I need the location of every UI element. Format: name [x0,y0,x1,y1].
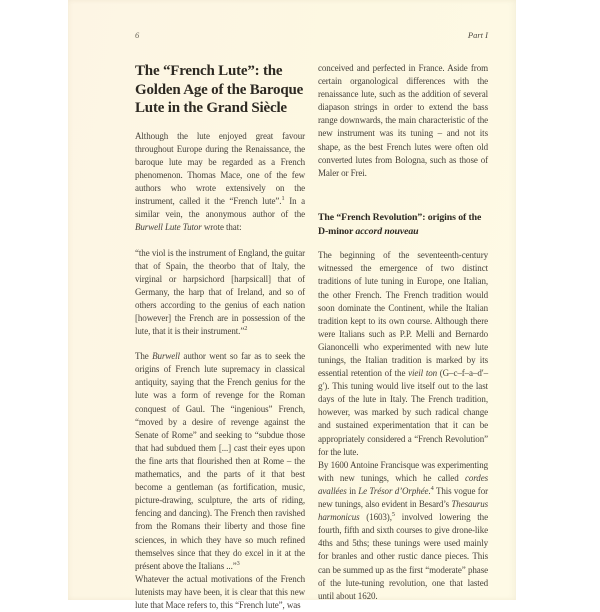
body-text: (G–c–f–a–d′–g′). This tuning would live itself out to the last days of the lute in Italy. The French tradition, however, was marked by such radical change and sustained experimentation that it can be appropriately considered a “French Revolution” for the lute. [318,368,488,457]
italic-text: cordes avallées [318,472,488,496]
body-text: This vogue for new tunings, also evident in Besard’s [318,485,489,510]
body-text: By 1600 Antoine Francisque was experimenting with new tunings, which he called [318,459,488,483]
body-text: In a similar vein, the anonymous author of the [135,196,305,220]
body-text: (1603), [359,512,392,523]
body-text: conceived and perfected in France. Aside from certain organological differences with the renaissance lute, such as the addition of several diapason strings in order to extend the bass range downwards, the main characteristic of the new instrument was its tuning – and not its shape, as the best French lutes were often old converted lutes from Bologna, such as those of Maler or Frei. [318,63,488,178]
body-text: author went so far as to seek the origins of French lute supremacy in classical antiquity, saying that the French genius for the lute was a form of revenge for the Roman conquest of Gaul. The “ingenious” French, “moved by a desire of revenge against the Senate of Rome” and seeking to “subdue those that had subdued them [...] cast their eyes upon the fine arts that flourished then at Rome – the mathematics, and the parts of it that best become a gentleman (as fortification, music, picture-drawing, sculpture, the arts of riding, fencing and dancing). The French then ravished from the Romans their liberty and those fine sciences, in which they have so much refined themselves since that they do excel in it at the présent above the Italians ...” [135,351,305,571]
article-title [135,62,305,118]
footnote-ref: 2 [244,325,248,333]
italic-text: Burwell [152,351,180,362]
italic-text: Burwell Lute Tutor [135,222,202,233]
paragraph [318,249,488,459]
title-line: Golden Age of the Baroque [135,81,304,98]
right-column [318,62,488,603]
italic-text: accord nouveau [355,226,419,238]
footnote-ref: 5 [391,511,395,519]
paragraph [135,130,305,235]
section-heading [318,211,488,239]
body-text: “the viol is the instrument of England, the guitar that of Spain, the theorbo that of Italy, the virginal or harpsichord [harpsicall] that of Germany, the harp that of Ireland, and so of others according to the genius of each nation [however] the French are in possession of the lute, that it is their instrument.” [135,247,305,337]
body-text: wrote that: [201,222,242,233]
italic-text: Thesaurus harmonicus [318,499,488,523]
body-text: The [135,351,153,362]
italic-text: Le Trésor d’Orphée [358,485,429,496]
paragraph [318,62,488,180]
title-line: The “French Lute”: the [135,63,283,79]
block-quote [135,247,305,339]
italic-text: vieil ton [408,368,438,379]
body-text: in [346,485,359,496]
footnote-ref: 4 [430,484,434,492]
paragraph [135,573,305,612]
book-page [68,0,516,610]
part-label: Part I [467,30,488,40]
body-text: involved lowering the fourth, fifth and sixth courses to give drone-like 4ths and 5ths; these tunings were used mainly for branles and other rustic dance pieces. This can be summed up as the first “moderate” phase of the lute-tuning revolution, one that lasted until about 1620. [318,512,488,601]
body-text: Although the lute enjoyed great favour throughout Europe during the Renaissance, the baroque lute may be regarded as a French phenomenon. Thomas Mace, one of the few authors who wrote extensively on the instrument, called it the “French lute”. [135,130,305,207]
page-number: 6 [135,30,140,40]
footnote-ref: 3 [236,559,240,567]
footnote-ref: 1 [281,195,285,203]
left-column [135,62,305,612]
body-text: The “French Revolution”: origins of the D-minor [318,211,482,238]
title-line: Lute in the Grand Siècle [135,100,287,117]
body-text: The beginning of the seventeenth-century witnessed the emergence of two distinct traditions of lute tuning in Europe, one Italian, the other French. The French tradition would soon dominate the Continent, while the Italian tradition kept to its own course. Although there were Italians such as P.P. Melli and Bernardo Gianoncelli who experimented with new lute tunings, the Italian tradition is marked by its essential retention of the [318,250,488,379]
paragraph [318,459,488,603]
body-text: Whatever the actual motivations of the French lutenists may have been, it is clear that this new lute that Mace refers to, this “French lute”, was [135,573,305,610]
body-text: . [428,485,431,496]
paragraph [135,350,305,573]
